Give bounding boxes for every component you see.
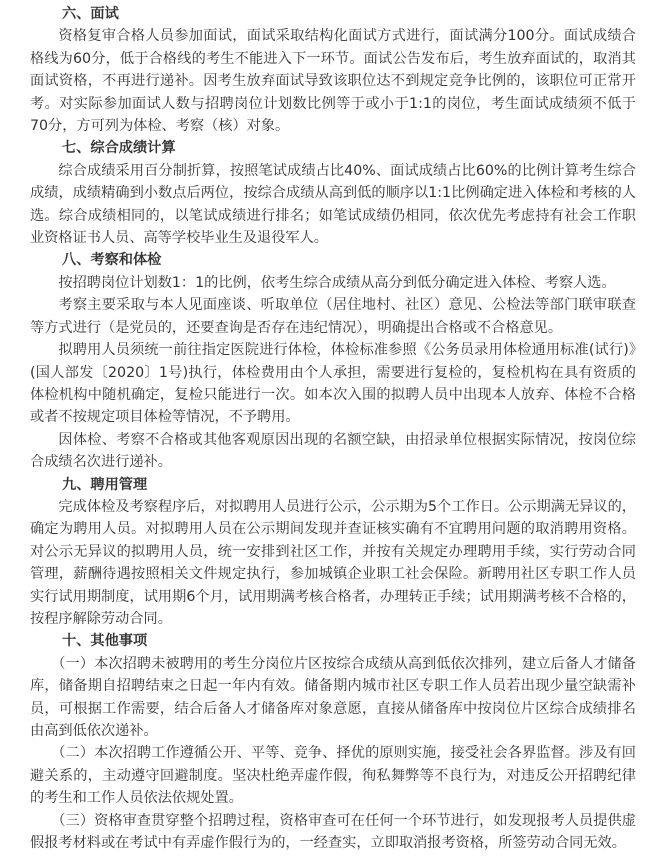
section-paragraph: （二）本次招聘工作遵循公开、平等、竞争、择优的原则实施，接受社会各界监督。涉及有回避关系的，主动遵守回避制度。坚决杜绝弄虚作假，徇私舞弊等不良行为，对违反公开招聘纪律的考生和工作人员依法依规处置。 <box>30 745 636 807</box>
section-employment-management <box>30 474 636 631</box>
section-inspection-physical <box>30 249 636 473</box>
section-heading: 十、其他事项 <box>62 633 148 650</box>
section-heading: 八、考察和体检 <box>62 252 162 269</box>
section-paragraph: 因体检、考察不合格或其他客观原因出现的名额空缺，由招录单位根据实际情况，按岗位综合成绩名次进行递补。 <box>30 431 636 471</box>
section-interview <box>30 3 636 137</box>
section-paragraph: （一）本次招聘未被聘用的考生分岗位片区按综合成绩从高到低依次排列，建立后备人才储备库，储备期自招聘结束之日起一年内有效。储备期内城市社区专职工作人员若出现少量空缺需补员，可根据工作需要，结合后备人才储备库对象意愿，直接从储备库中按岗位片区综合成绩排名由高到低依次递补。 <box>30 655 636 739</box>
section-paragraph: 拟聘用人员须统一前往指定医院进行体检，体检标准参照《公务员录用体检通用标准(试行)》(国人部发〔2020〕1号)执行，体检费用由个人承担，需要进行复检的，复检机构在具有资质的体检机构中随机确定，复检只能进行一次。如本次入围的拟聘人员中出现本人放弃、体检不合格或者不按规定项目体检等情况，不予聘用。 <box>30 342 636 426</box>
section-heading: 六、面试 <box>62 6 119 22</box>
section-other-matters <box>30 630 636 854</box>
section-heading: 九、聘用管理 <box>62 476 148 493</box>
section-paragraph: 考察主要采取与本人见面座谈、听取单位（居住地村、社区）意见、公检法等部门联审联查等方式进行（是党员的，还要查询是否存在违纪情况），明确提出合格或不合格意见。 <box>30 297 636 336</box>
section-paragraph: 按招聘岗位计划数1：1的比例，依考生综合成绩从高分到低分确定进入体检、考察人选。 <box>58 274 616 291</box>
section-paragraph: 综合成绩采用百分制折算，按照笔试成绩占比40%、面试成绩占比60%的比例计算考生综合成绩，成绩精确到小数点后两位，按综合成绩从高到低的顺序以1:1比例确定进入体检和考核的人选。综合成绩相同的，以笔试成绩进行排名；如笔试成绩仍相同，依次优先考虑持有社会工作职业资格证书人员、高等学校毕业生及退役军人。 <box>30 162 636 247</box>
section-heading: 七、综合成绩计算 <box>62 140 176 157</box>
section-composite-score <box>30 137 636 249</box>
section-paragraph: 完成体检及考察程序后，对拟聘用人员进行公示，公示期为5个工作日。公示期满无异议的，确定为聘用人员。对拟聘用人员在公示期间发现并查证核实确有不宜聘用问题的取消聘用资格。对公示无异议的拟聘用人员，统一安排到社区工作，并按有关规定办理聘用手续，实行劳动合同管理，薪酬待遇按照相关文件规定执行，参加城镇企业职工社会保险。新聘用社区专职工作人员实行试用期制度，试用期6个月，试用期满考核合格者，办理转正手续；试用期满考核不合格的，按程序解除劳动合同。 <box>30 498 636 627</box>
section-paragraph: 资格复审合格人员参加面试，面试采取结构化面试方式进行，面试满分100分。面试成绩合格线为60分，低于合格线的考生不能进入下一环节。面试公告发布后，考生放弃面试的，取消其面试资格，不再进行递补。因考生放弃面试导致该职位达不到规定竞争比例的，该职位可正常开考。对实际参加面试人数与招聘岗位计划数比例等于或小于1:1的岗位，考生面试成绩须不低于70分，方可列为体检、考察（核）对象。 <box>30 28 636 135</box>
section-paragraph: （三）资格审查贯穿整个招聘过程，资格审查可在任何一个环节进行，如发现报考人员提供虚假报考材料或在考试中有弄虚作假行为的，一经查实，立即取消报考资格，所签劳动合同无效。 <box>30 812 636 852</box>
